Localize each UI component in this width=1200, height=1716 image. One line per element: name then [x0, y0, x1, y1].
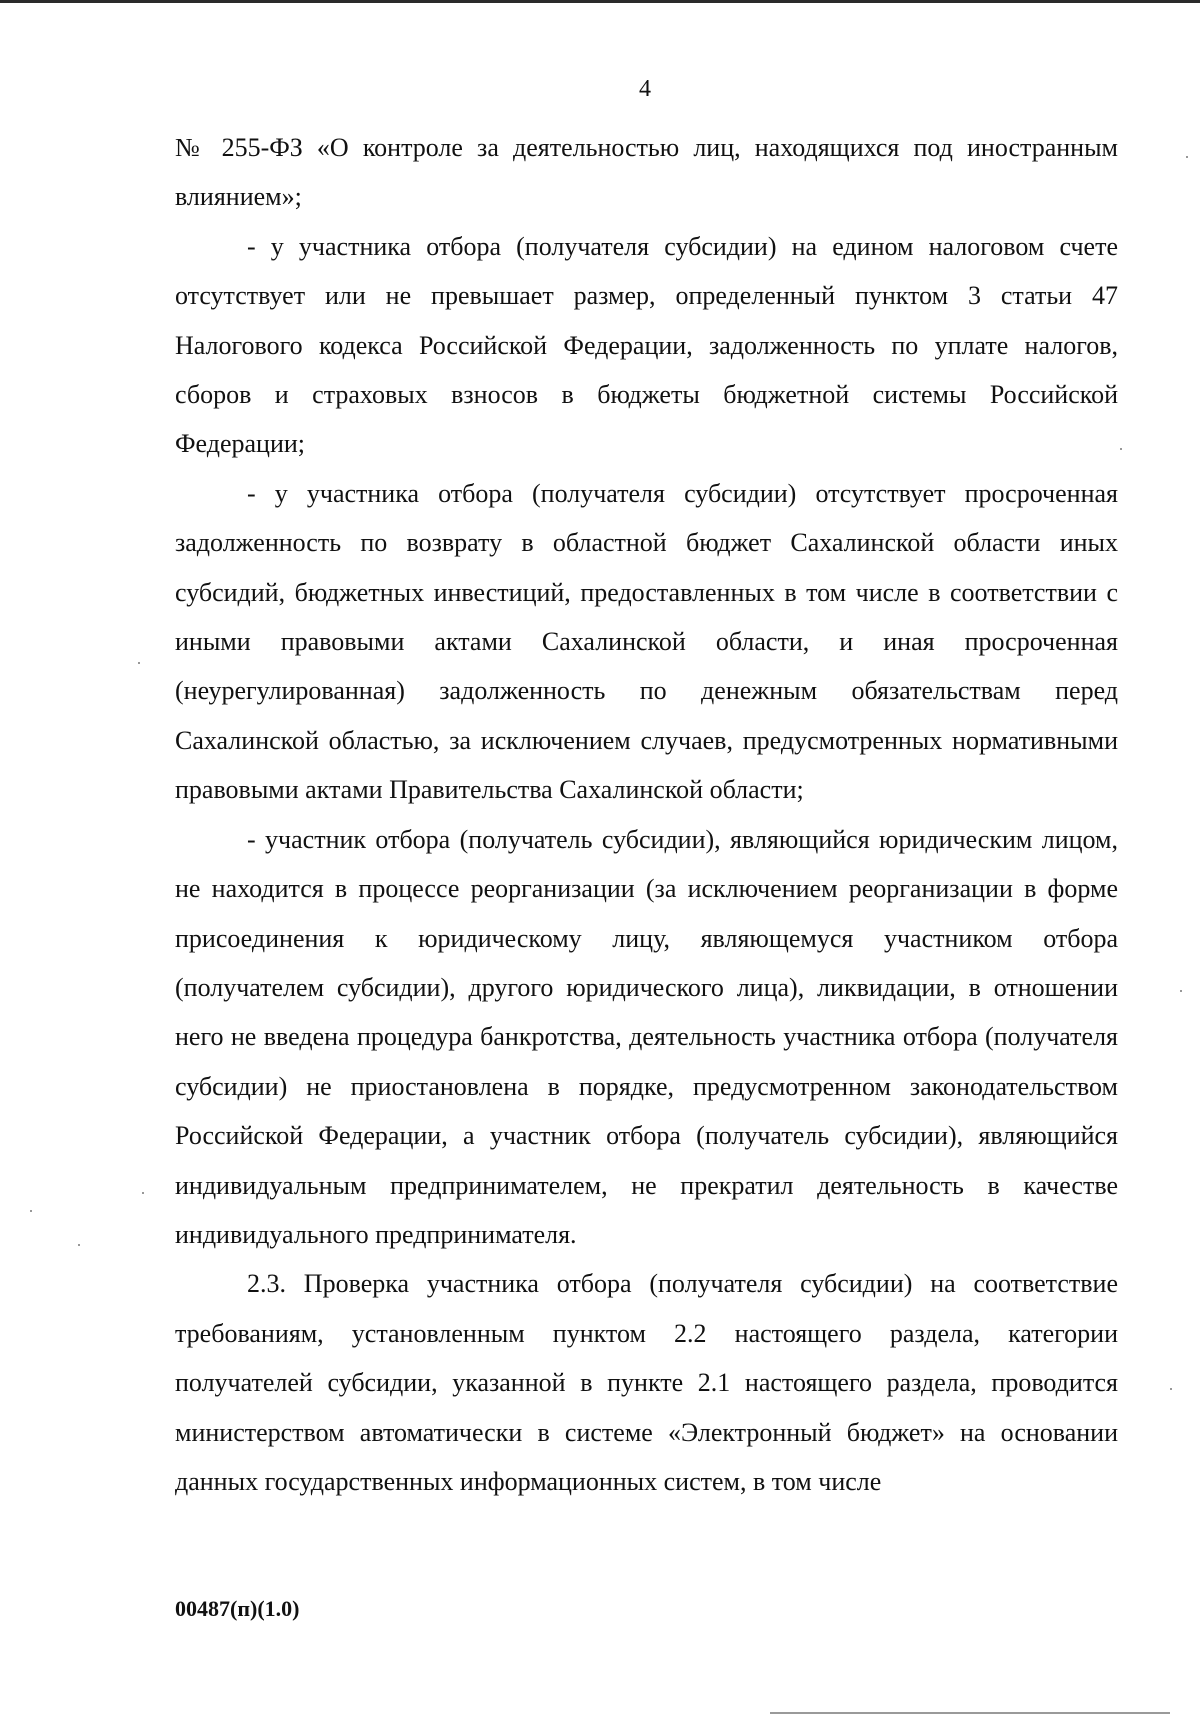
scan-speck	[30, 1210, 32, 1212]
paragraph-law-reference: № 255-ФЗ «О контроле за деятельностью лиц, находящихся под иностранным влиянием»;	[175, 133, 1118, 212]
scan-speck	[142, 1192, 144, 1194]
paragraph-tax-debt: - у участника отбора (получателя субсидии) на едином налоговом счете отсутствует или не превышает размер, определенный пунктом 3 статьи 47 Налогового кодекса Российской Федерации, задолженность по уплате налогов, сборов и страховых взносов в бюджеты бюджетной системы Российской Федерации;	[175, 231, 1118, 459]
scan-edge-bottom	[770, 1712, 1170, 1714]
scan-speck	[1186, 156, 1188, 158]
scan-speck	[138, 662, 140, 664]
scan-edge-top	[0, 0, 1200, 3]
scan-speck	[1170, 1388, 1172, 1390]
paragraph-section-2-3: 2.3. Проверка участника отбора (получателя субсидии) на соответствие требованиям, установленным пунктом 2.2 настоящего раздела, категории получателей субсидии, указанной в пункте 2.1 настоящего раздела, проводится министерством автоматически в системе «Электронный бюджет» на основании данных государственных информационных систем, в том числе	[175, 1269, 1118, 1496]
paragraph-reorganization: - участник отбора (получатель субсидии), являющийся юридическим лицом, не находится в процессе реорганизации (за исключением реорганизации в форме присоединения к юридическому лицу, являющемуся участником отбора (получателем субсидии), другого юридического лица), ликвидации, в отношении него не введена процедура банкротства, деятельность участника отбора (получателя субсидии) не приостановлена в порядке, предусмотренном законодательством Российской Федерации, а участник отбора (получатель субсидии), являющийся индивидуальным предпринимателем, не прекратил деятельность в качестве индивидуального предпринимателя.	[175, 824, 1118, 1249]
document-code: 00487(п)(1.0)	[175, 1596, 300, 1621]
paragraph-overdue-debt: - у участника отбора (получателя субсидии) отсутствует просроченная задолженность по возврату в областной бюджет Сахалинской области иных субсидий, бюджетных инвестиций, предоставленных в том числе в соответствии с иными правовыми актами Сахалинской области, и иная просроченная (неурегулированная) задолженность по денежным обязательствам перед Сахалинской областью, за исключением случаев, предусмотренных нормативными правовыми актами Правительства Сахалинской области;	[175, 478, 1118, 805]
scan-speck	[1180, 990, 1182, 992]
page-number: 4	[639, 76, 651, 102]
scan-speck	[1120, 448, 1122, 450]
scan-speck	[78, 1244, 80, 1246]
document-body	[175, 123, 1118, 1506]
